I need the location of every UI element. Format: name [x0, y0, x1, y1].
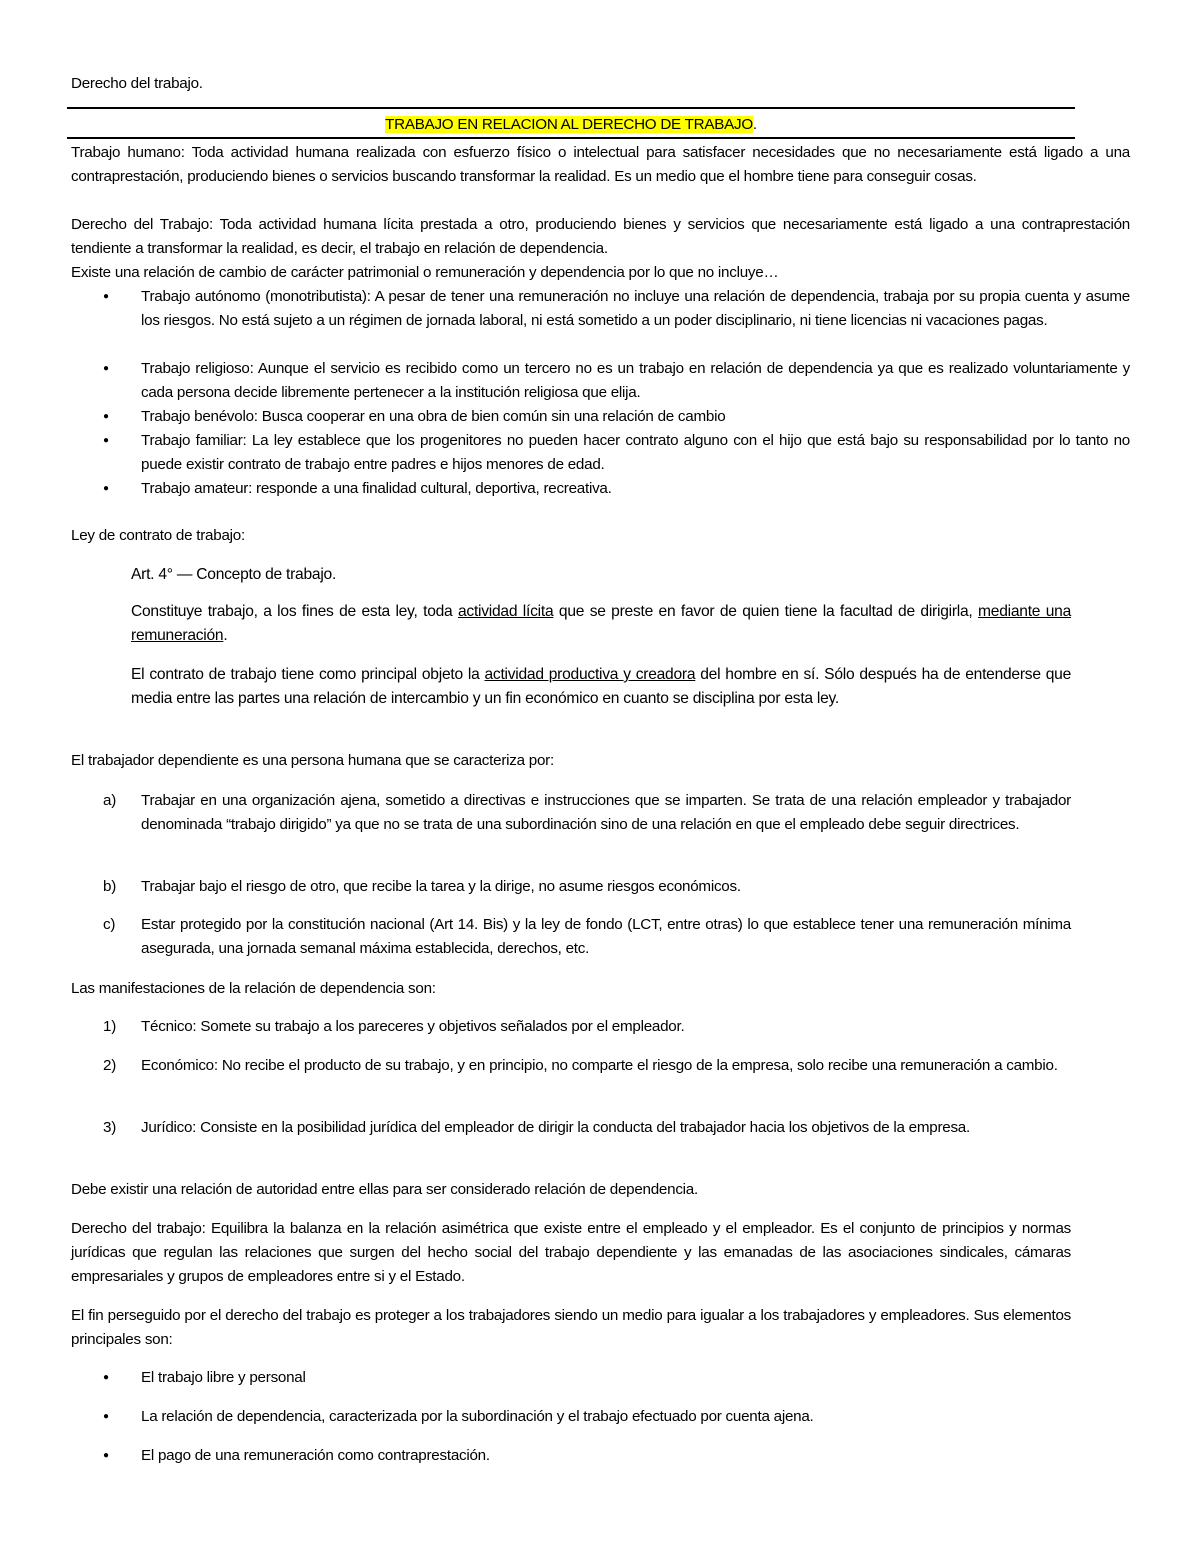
list-item-text: Técnico: Somete su trabajo a los pareceres y objetivos señalados por el empleador. — [141, 1018, 685, 1035]
article-text: El contrato de trabajo tiene como principal objeto la — [131, 666, 485, 683]
list-item-label: 2) — [103, 1057, 117, 1074]
article-underlined-text: actividad productiva y creadora — [484, 666, 696, 683]
article-paragraph-1 — [131, 600, 1071, 648]
list-item-text: Trabajo benévolo: Busca cooperar en una obra de bien común sin una relación de cambio — [141, 408, 726, 425]
manifestaciones-heading: Las manifestaciones de la relación de dependencia son: — [71, 980, 436, 997]
document-title: Derecho del trabajo. — [71, 75, 203, 92]
list-item — [103, 429, 1130, 477]
section-heading-highlight: TRABAJO EN RELACION AL DERECHO DE TRABAJO — [385, 116, 753, 133]
paragraph-fin: El fin perseguido por el derecho del trabajo es proteger a los trabajadores siendo un medio para igualar a los trabajadores y empleadores. Sus elementos principales son: — [71, 1307, 1071, 1348]
section-heading — [67, 114, 1075, 136]
paragraph-derecho-del-trabajo: Derecho del Trabajo: Toda actividad humana lícita prestada a otro, produciendo bienes y servicios que necesariamente está ligado a una contraprestación tendiente a transformar la realidad, es decir, el trabajo en relación de dependencia. — [71, 216, 1130, 257]
article-underlined-text: actividad lícita — [457, 603, 554, 620]
paragraph-trabajo-humano: Trabajo humano: Toda actividad humana realizada con esfuerzo físico o intelectual para satisfacer necesidades que no necesariamente está ligado a una contraprestación, produciendo bienes o servicios buscando transformar la realidad. Es un medio que el hombre tiene para conseguir cosas. — [71, 144, 1130, 185]
list-item-text: Trabajo autónomo (monotributista): A pesar de tener una remuneración no incluye una relación de dependencia, trabaja por su propia cuenta y asume los riesgos. No está sujeto a un régimen de jornada laboral, ni está sometido a un poder disciplinario, ni tiene licencias ni vacaciones pagas. — [141, 288, 1130, 329]
bullet-icon: ● — [103, 363, 109, 374]
list-item-label: b) — [103, 878, 117, 895]
list-item — [103, 1015, 1071, 1039]
article-text: del hombre en sí. Sólo después ha de entenderse que media entre las partes una relación de intercambio y un fin económico en cuanto se disciplina por esta ley. — [131, 666, 1072, 707]
bullet-icon: ● — [103, 435, 109, 446]
list-item — [103, 357, 1130, 405]
list-item-text: Trabajo familiar: La ley establece que los progenitores no pueden hacer contrato alguno con el hijo que está bajo su responsabilidad por lo tanto no puede existir contrato de trabajo entre padres e hijos menores de edad. — [141, 432, 1130, 473]
bullet-icon: ● — [103, 411, 109, 422]
list-item — [103, 405, 1130, 429]
list-item-text: Trabajo amateur: responde a una finalidad cultural, deportiva, recreativa. — [141, 480, 612, 497]
list-item — [103, 1405, 1071, 1429]
article-paragraph-2 — [131, 663, 1071, 711]
dependiente-heading: El trabajador dependiente es una persona humana que se caracteriza por: — [71, 752, 554, 769]
list-item-text: El pago de una remuneración como contraprestación. — [141, 1447, 490, 1464]
list-item — [103, 913, 1071, 961]
list-item-text: Estar protegido por la constitución nacional (Art 14. Bis) y la ley de fondo (LCT, entre otras) lo que establece tener una remuneración mínima asegurada, una jornada semanal máxima establecida, derechos, etc. — [141, 916, 1071, 957]
article-underlined-text: mediante una remuneración — [131, 603, 1071, 644]
list-item-label: 3) — [103, 1119, 117, 1136]
heading-rule-bottom — [67, 137, 1075, 139]
paragraph-autoridad: Debe existir una relación de autoridad entre ellas para ser considerado relación de dependencia. — [71, 1181, 698, 1198]
list-item — [103, 875, 1071, 899]
list-item — [103, 477, 1130, 501]
list-item — [103, 1054, 1071, 1078]
list-item — [103, 1366, 1071, 1390]
list-item-text: Trabajo religioso: Aunque el servicio es recibido como un tercero no es un trabajo en relación de dependencia ya que es realizado voluntariamente y cada persona decide libremente pertenecer a la institución religiosa que elija. — [141, 360, 1130, 401]
paragraph-derecho-definicion: Derecho del trabajo: Equilibra la balanza en la relación asimétrica que existe entre el empleado y el empleador. Es el conjunto de principios y normas jurídicas que regulan las relaciones que surgen del hecho social del trabajo dependiente y las emanadas de las asociaciones sindicales, cámaras empresariales y grupos de empleadores entre si y el Estado. — [71, 1220, 1071, 1285]
article-title: Art. 4° — Concepto de trabajo. — [131, 566, 337, 583]
bullet-icon: ● — [103, 1450, 109, 1461]
list-item-text: El trabajo libre y personal — [141, 1369, 306, 1386]
bullet-icon: ● — [103, 1372, 109, 1383]
list-item-text: Trabajar en una organización ajena, sometido a directivas e instrucciones que se imparten. Se trata de una relación empleador y trabajador denominada “trabajo dirigido” ya que no se trata de una subordinación sino de una relación en que el empleado debe seguir directrices. — [141, 792, 1071, 833]
heading-rule-top — [67, 107, 1075, 109]
article-text: Constituye trabajo, a los fines de esta ley, toda — [131, 603, 458, 620]
bullet-icon: ● — [103, 1411, 109, 1422]
lct-heading: Ley de contrato de trabajo: — [71, 527, 245, 544]
bullet-icon: ● — [103, 291, 109, 302]
paragraph-existe: Existe una relación de cambio de carácter patrimonial o remuneración y dependencia por lo que no incluye… — [71, 264, 779, 281]
section-heading-suffix: . — [752, 116, 757, 133]
list-item-text: La relación de dependencia, caracterizada por la subordinación y el trabajo efectuado por cuenta ajena. — [141, 1408, 814, 1425]
article-text: que se preste en favor de quien tiene la facultad de dirigirla, — [553, 603, 979, 620]
list-item — [103, 285, 1130, 333]
list-item — [103, 1444, 1071, 1468]
list-item-label: a) — [103, 792, 117, 809]
list-item-label: c) — [103, 916, 116, 933]
bullet-icon: ● — [103, 483, 109, 494]
list-item-text: Económico: No recibe el producto de su trabajo, y en principio, no comparte el riesgo de la empresa, solo recibe una remuneración a cambio. — [141, 1057, 1058, 1074]
list-item-text: Trabajar bajo el riesgo de otro, que recibe la tarea y la dirige, no asume riesgos económicos. — [141, 878, 741, 895]
list-item-label: 1) — [103, 1018, 117, 1035]
list-item-text: Jurídico: Consiste en la posibilidad jurídica del empleador de dirigir la conducta del trabajador hacia los objetivos de la empresa. — [141, 1119, 970, 1136]
list-item — [103, 1116, 1071, 1140]
list-item — [103, 789, 1071, 837]
article-text: . — [223, 627, 228, 644]
